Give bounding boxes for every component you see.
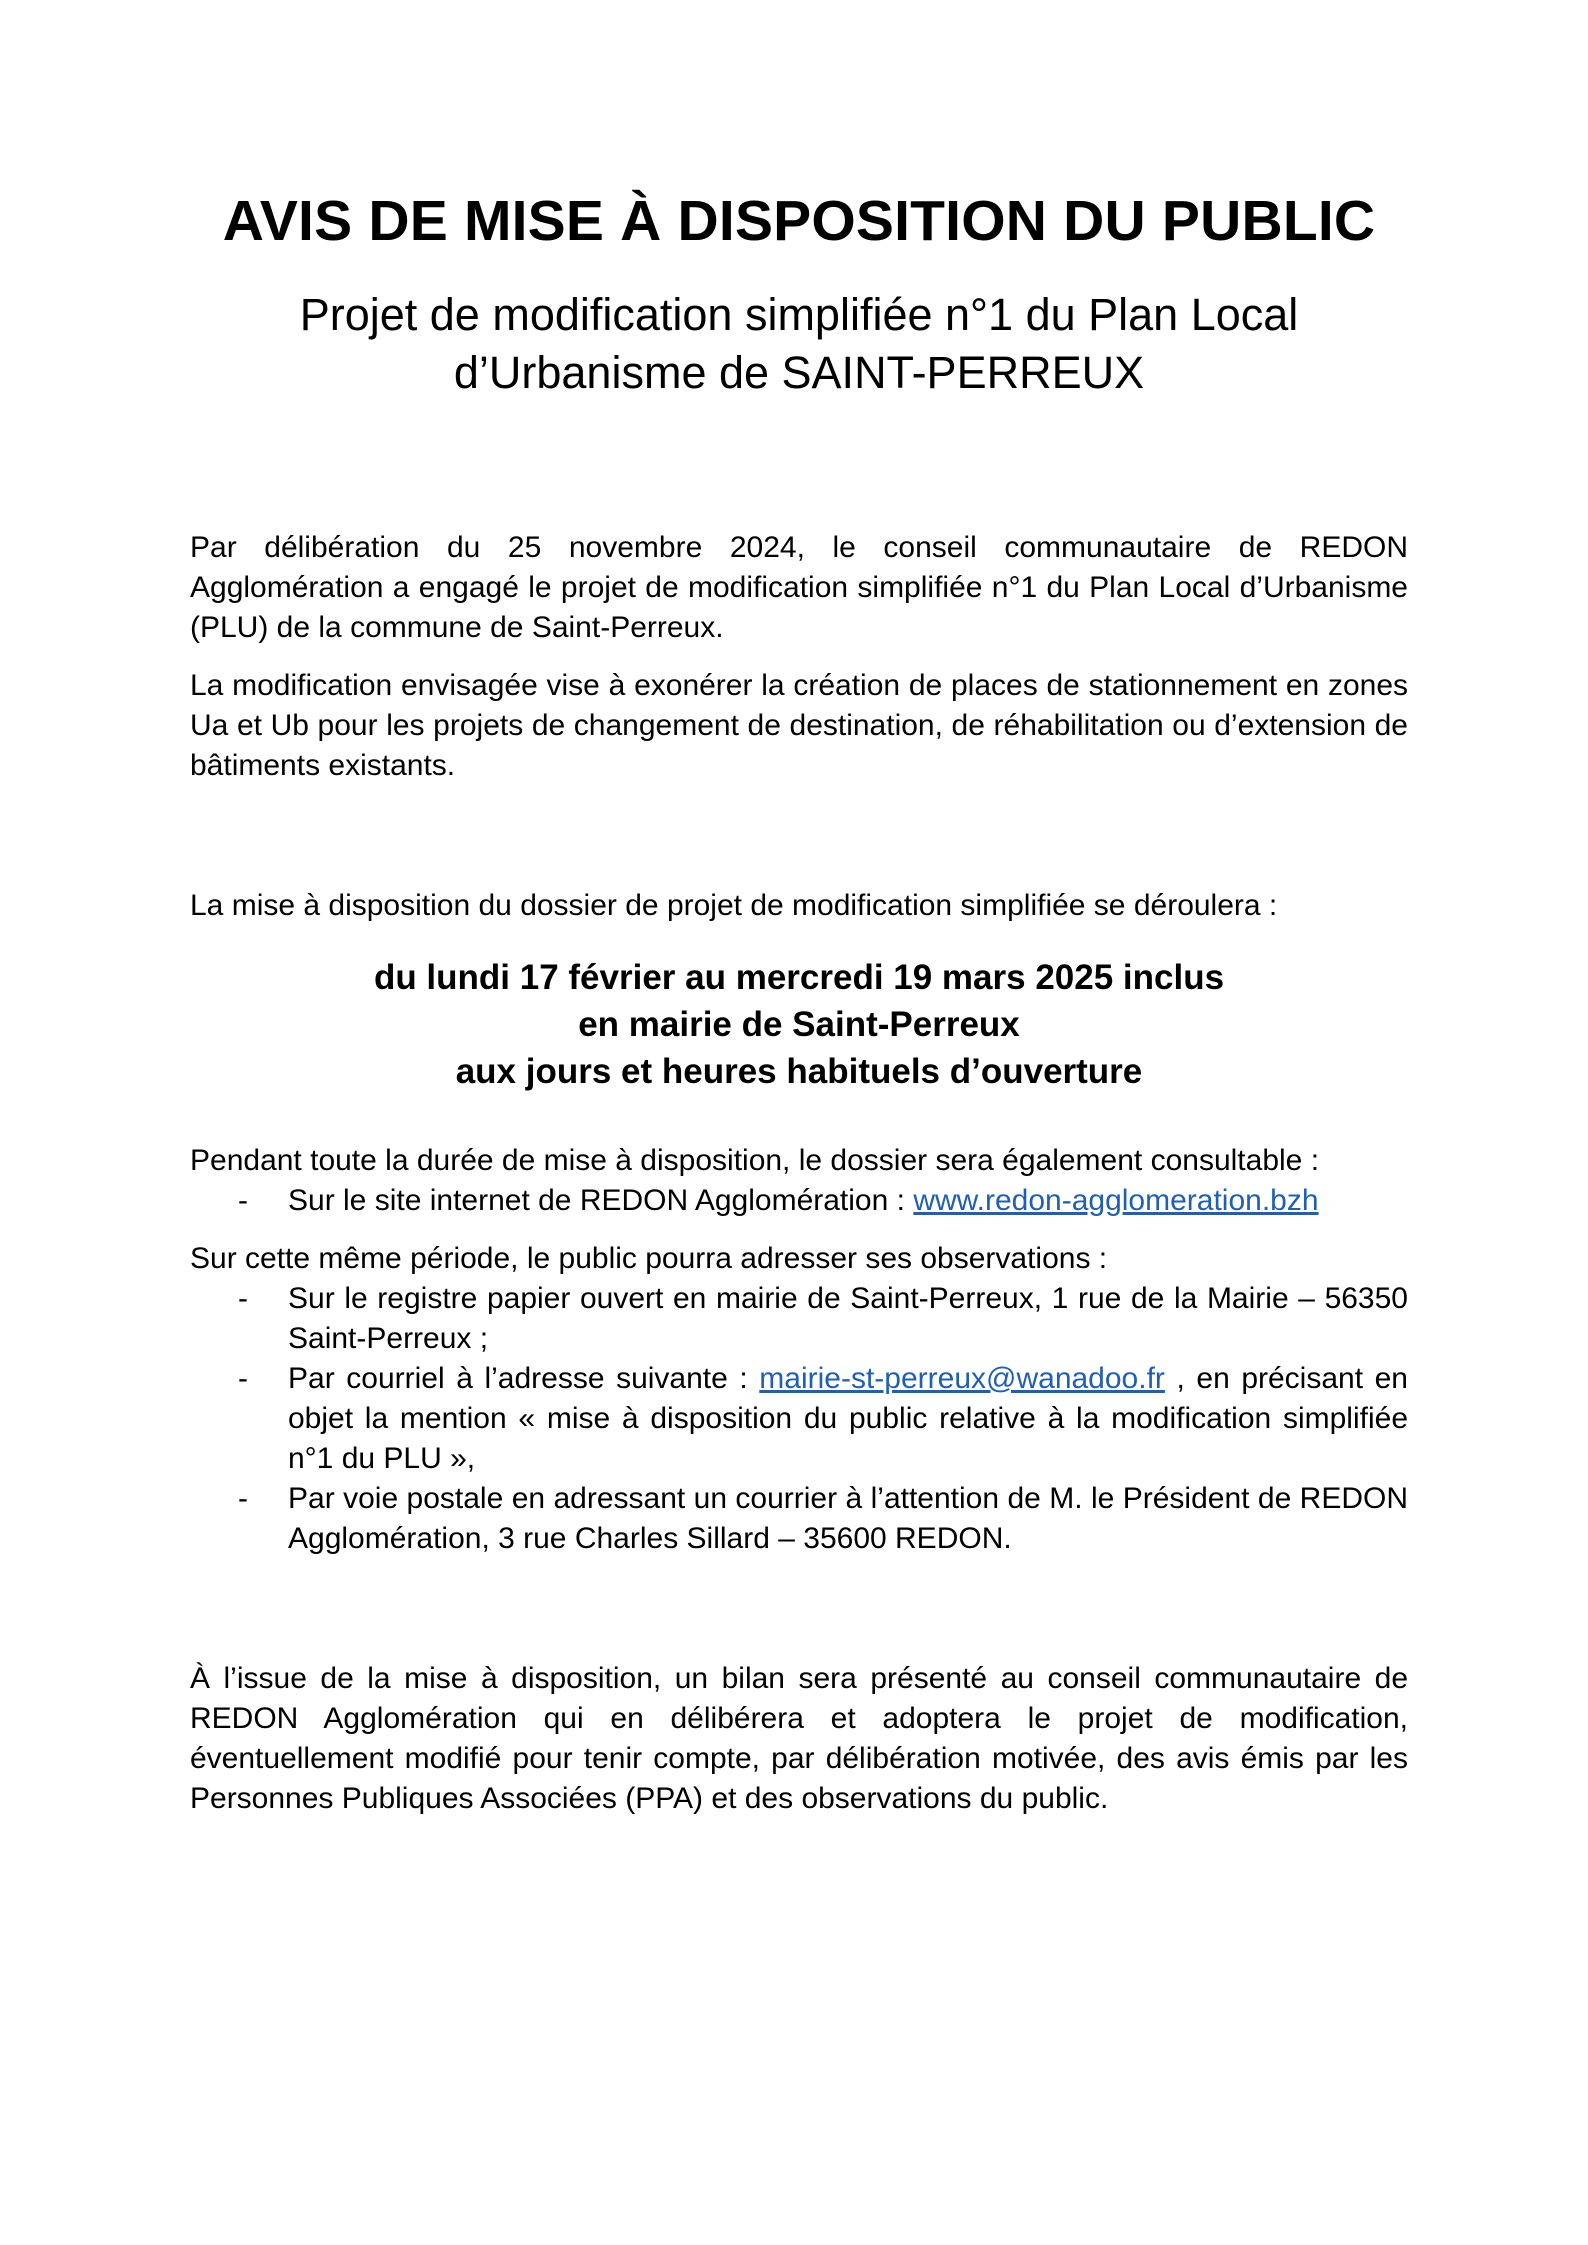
subtitle-line-2: d’Urbanisme de SAINT-PERREUX	[453, 347, 1145, 398]
dates-block	[190, 954, 1408, 1095]
document-page	[190, 186, 1408, 1819]
dash-bullet: -	[238, 1482, 248, 1515]
paragraph-conclusion: À l’issue de la mise à disposition, un bilan sera présenté au conseil communautaire de REDON Agglomération qui en délibérera et adoptera le projet de modification, éventuellement modifié pour tenir compte, par délibération motivée, des avis émis par les Personnes Publiques Associées (PPA) et des observations du public.	[190, 1662, 1408, 1815]
email-link[interactable]: mairie-st-perreux@wanadoo.fr	[759, 1362, 1165, 1395]
subtitle-line-1: Projet de modification simplifiée n°1 du Plan Local	[299, 289, 1299, 340]
consultation-section	[190, 1141, 1408, 1221]
dash-bullet: -	[238, 1184, 248, 1217]
document-title: AVIS DE MISE À DISPOSITION DU PUBLIC	[222, 189, 1376, 253]
registry-text: Sur le registre papier ouvert en mairie de Saint-Perreux, 1 rue de la Mairie – 56350 Saint-Perreux ;	[288, 1282, 1408, 1355]
dates-line-3: aux jours et heures habituels d’ouverture	[455, 1052, 1143, 1091]
website-link[interactable]: www.redon-agglomeration.bzh	[913, 1184, 1319, 1217]
observations-section	[190, 1239, 1408, 1559]
website-text: Sur le site internet de REDON Agglomération :	[288, 1184, 914, 1217]
dash-bullet: -	[238, 1282, 248, 1315]
email-text-after: , en précisant en objet la mention « mise à disposition du public relative à la modification simplifiée n°1 du PLU »,	[288, 1362, 1408, 1475]
paragraph-modification: La modification envisagée vise à exonérer la création de places de stationnement en zones Ua et Ub pour les projets de changement de destination, de réhabilitation ou d’extension de bâtiments existants.	[190, 669, 1408, 782]
list-item	[190, 1479, 1408, 1559]
dates-line-2: en mairie de Saint-Perreux	[578, 1005, 1020, 1044]
observations-list	[190, 1279, 1408, 1559]
list-item	[190, 1181, 1408, 1221]
postal-text: Par voie postale en adressant un courrier à l’attention de M. le Président de REDON Agglomération, 3 rue Charles Sillard – 35600 REDON.	[288, 1482, 1408, 1555]
paragraph-deliberation: Par délibération du 25 novembre 2024, le conseil communautaire de REDON Agglomération a engagé le projet de modification simplifiée n°1 du Plan Local d’Urbanisme (PLU) de la commune de Saint-Perreux.	[190, 531, 1408, 644]
dash-bullet: -	[238, 1362, 248, 1395]
list-item	[190, 1359, 1408, 1479]
email-text-before: Par courriel à l’adresse suivante :	[288, 1362, 760, 1395]
dates-line-1: du lundi 17 février au mercredi 19 mars 2025 inclus	[373, 958, 1225, 997]
list-item	[190, 1279, 1408, 1359]
consultation-intro: Pendant toute la durée de mise à disposition, le dossier sera également consultable :	[190, 1144, 1320, 1177]
observations-intro: Sur cette même période, le public pourra adresser ses observations :	[190, 1242, 1108, 1275]
consultation-list	[190, 1181, 1408, 1221]
paragraph-schedule-intro: La mise à disposition du dossier de projet de modification simplifiée se déroulera :	[190, 889, 1278, 922]
document-subtitle	[190, 286, 1408, 402]
